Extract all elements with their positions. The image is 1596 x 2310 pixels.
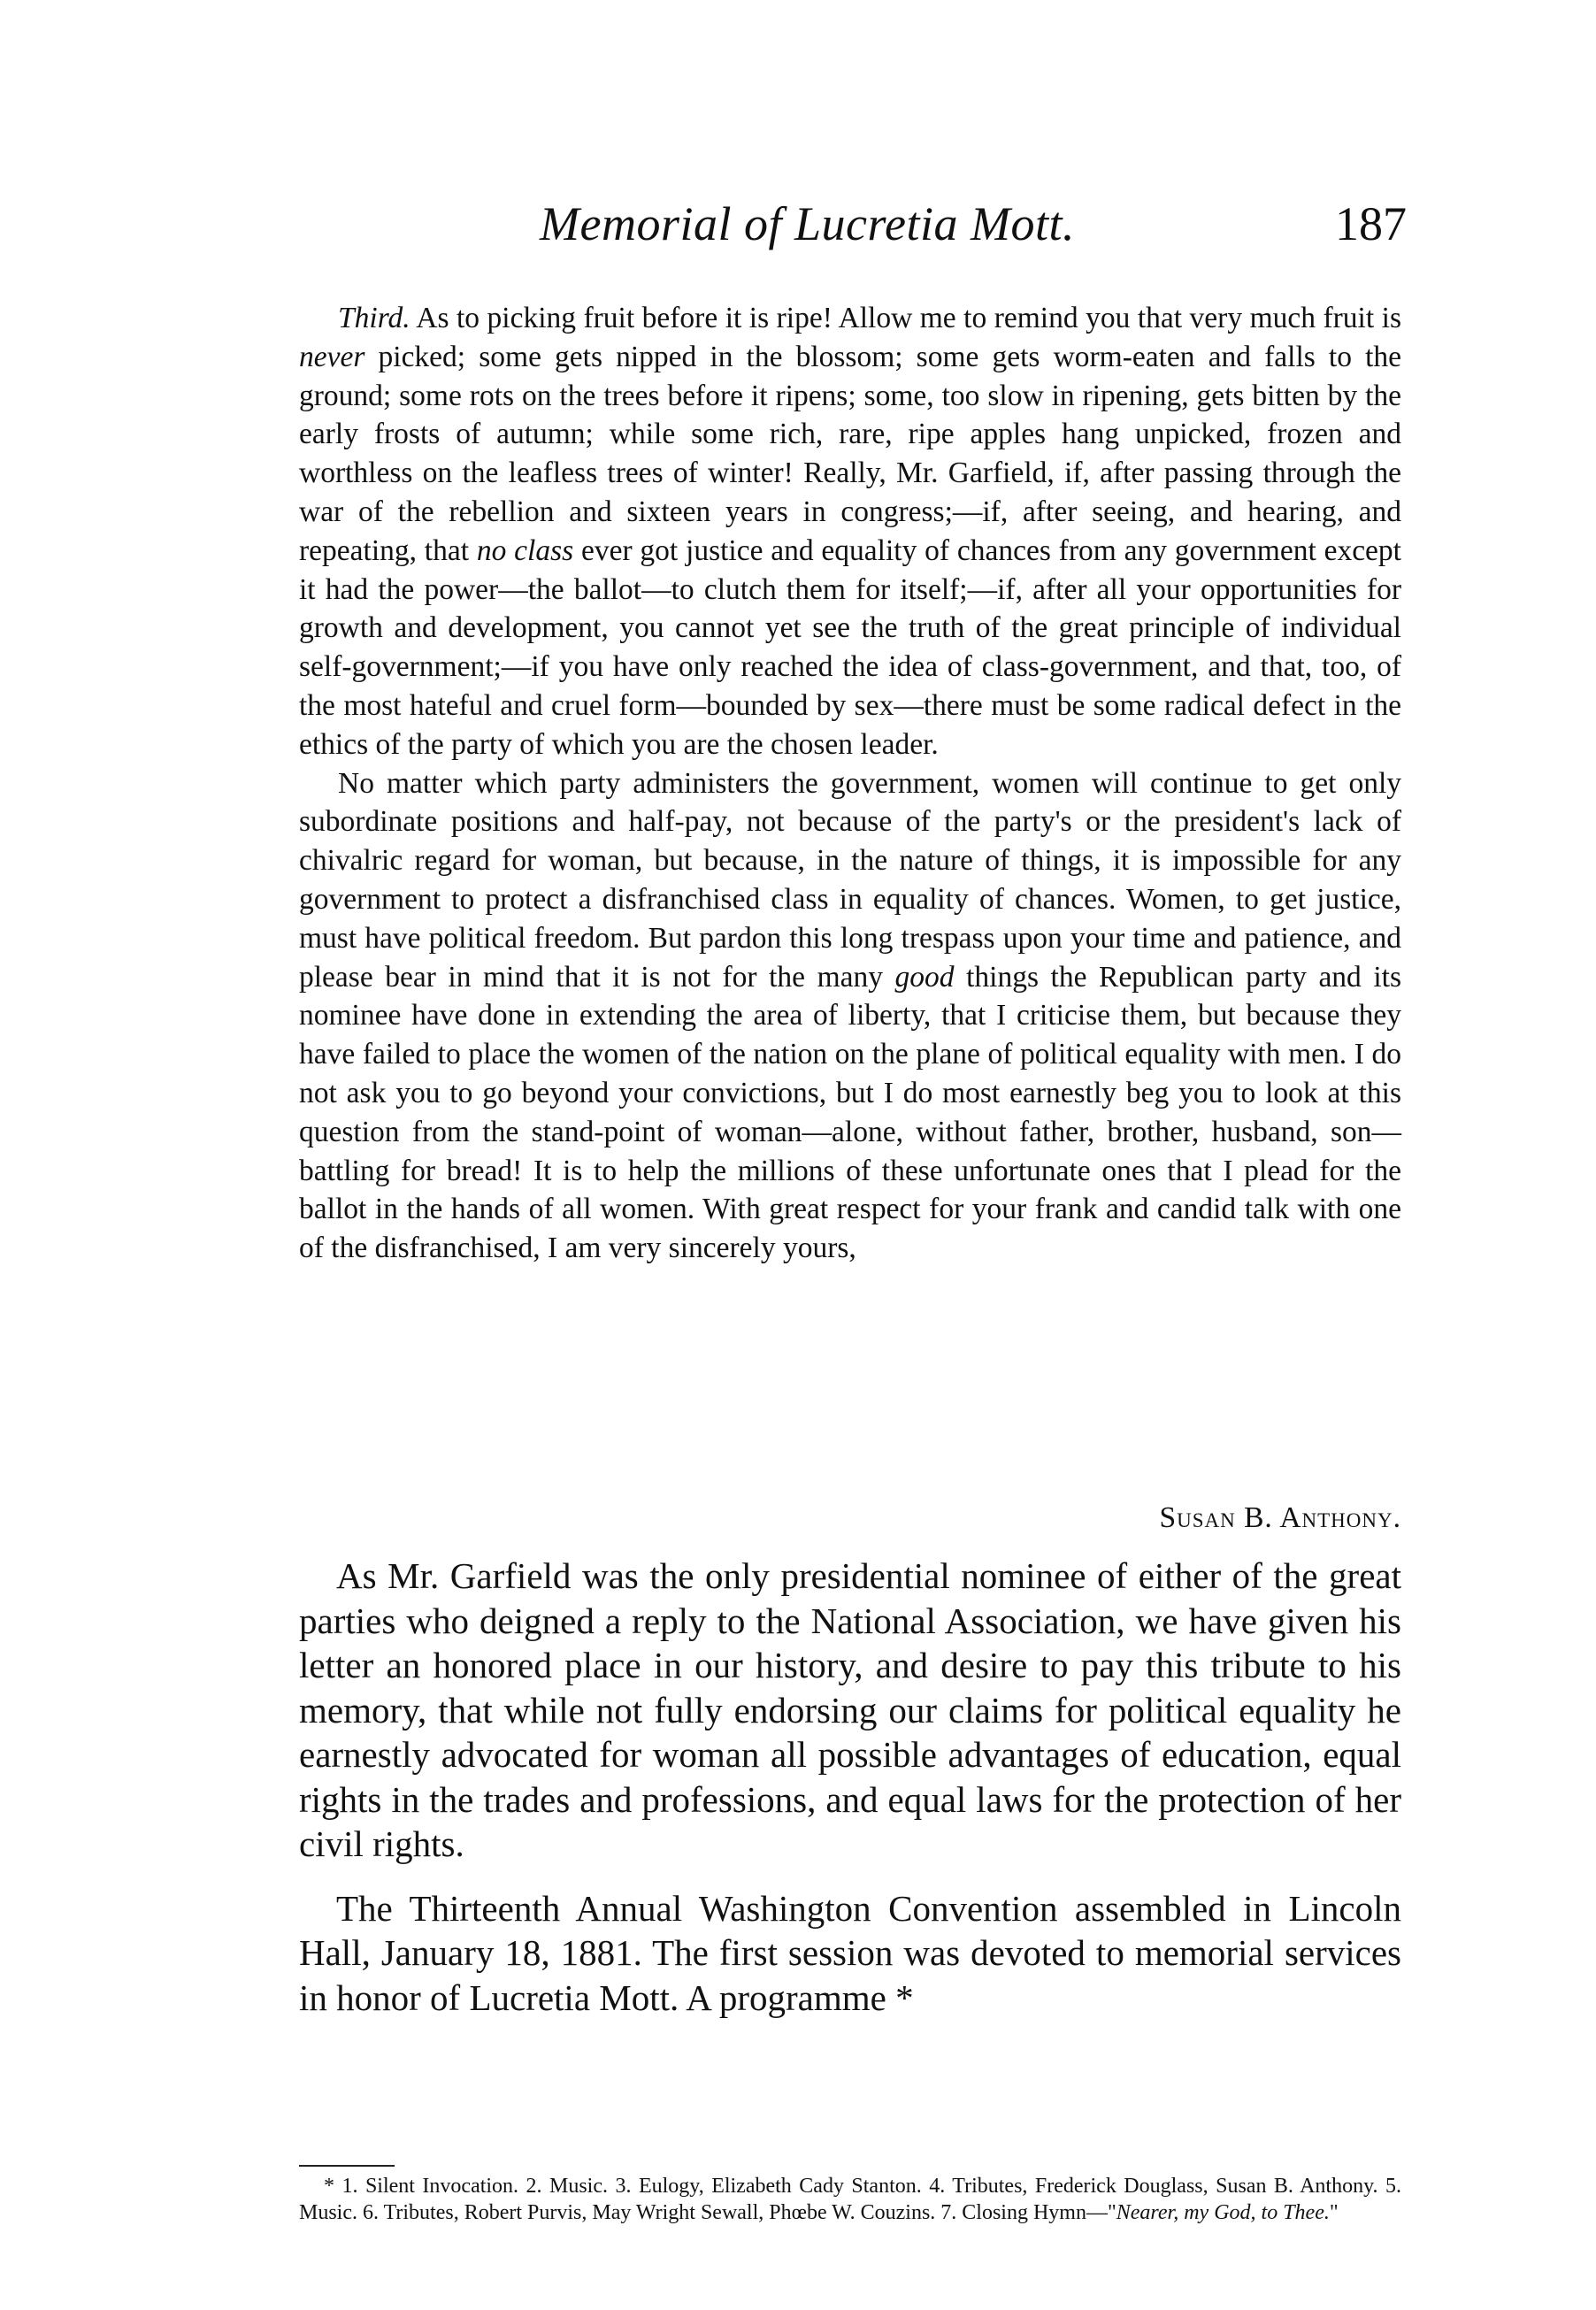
text-run: As to picking fruit before it is ripe! Allow me to remind you that very much fruit is <box>410 302 1401 334</box>
letter-paragraph-third <box>299 299 1401 764</box>
footnote <box>299 2173 1401 2226</box>
emphasis-no-class: no class <box>476 533 574 567</box>
emphasis-good: good <box>894 960 955 994</box>
narrative-paragraph-garfield: As Mr. Garfield was the only presidential nominee of either of the great parties who deigned a reply to the National Association, we have given his letter an honored place in our history, and desire to pay this tribute to his memory, that while not fully endorsing our claims for political equality he earnestly advocated for woman all possible advantages of education, equal rights in the trades and professions, and equal laws for the protection of her civil rights. <box>299 1555 1401 1864</box>
footnote-closing-quote: " <box>1329 2201 1339 2224</box>
text-run: picked; some gets nipped in the blossom; some gets worm-eaten and falls to the ground; some rots on the trees before it ripens; some, too slow in ripening, gets bitten by the early frosts of autumn; while some rich, rare, ripe apples hang unpicked, frozen and worthless on the leafless trees of winter! Really, Mr. Garfield, if, after passing through the war of the rebellion and sixteen years in congress;—if, after seeing, and hearing, and repeating, that <box>299 340 1401 567</box>
footnote-text: * 1. Silent Invocation. 2. Music. 3. Eulogy, Elizabeth Cady Stanton. 4. Tributes, Frederick Douglass, Susan B. Anthony. 5. Music. 6. Tributes, Robert Purvis, May Wright Sewall, Phœbe W. Couzins. 7. Closing Hymn—" <box>299 2175 1401 2224</box>
paragraph-lead-in: Third. <box>338 302 411 334</box>
text-run: No matter which party administers the government, women will continue to get only subordinate positions and half-pay, not because of the party's or the president's lack of chivalric regard for woman, but because, in the nature of things, it is impossible for any government to protect a disfranchised class in equality of chances. Women, to get justice, must have political freedom. But pardon this long trespass upon your time and patience, and please bear in mind that it is not for the many <box>299 766 1401 994</box>
narrative-body <box>299 1554 1401 2020</box>
emphasis-never: never <box>299 340 365 373</box>
letter-signature: Susan B. Anthony. <box>1159 1501 1401 1534</box>
hymn-title: Nearer, my God, to Thee. <box>1116 2201 1330 2224</box>
letter-body <box>299 299 1401 1268</box>
narrative-paragraph-convention: The Thirteenth Annual Washington Convention assembled in Lincoln Hall, January 18, 1881. The first session was devoted to memorial services in honor of Lucretia Mott. A programme * <box>299 1887 1401 2018</box>
footnote-programme <box>299 2173 1401 2226</box>
footnote-divider <box>299 2165 395 2167</box>
text-run: ever got justice and equality of chances from any government except it had the power—the ballot—to clutch them for itself;—if, after all your opportunities for growth and development, you cannot yet see the truth of the great principle of individual self-government;—if you have only reached the idea of class-government, and that, too, of the most hateful and cruel form—bounded by sex—there must be some radical defect in the ethics of the party of which you are the chosen leader. <box>299 533 1401 761</box>
page-header <box>301 196 1407 267</box>
running-head: Memorial of Lucretia Mott. <box>540 197 1075 250</box>
page-number: 187 <box>1335 197 1407 250</box>
text-run: things the Republican party and its nominee have done in extending the area of liberty, that I criticise them, but because they have failed to place the women of the nation on the plane of political equality with men. I do not ask you to go beyond your convictions, but I do most earnestly beg you to look at this question from the stand-point of woman—alone, without father, brother, husband, son—battling for bread! It is to help the millions of these unfortunate ones that I plead for the ballot in the hands of all women. With great respect for your frank and candid talk with one of the disfranchised, I am very sincerely yours, <box>299 960 1401 1265</box>
letter-paragraph-closing <box>299 764 1401 1268</box>
